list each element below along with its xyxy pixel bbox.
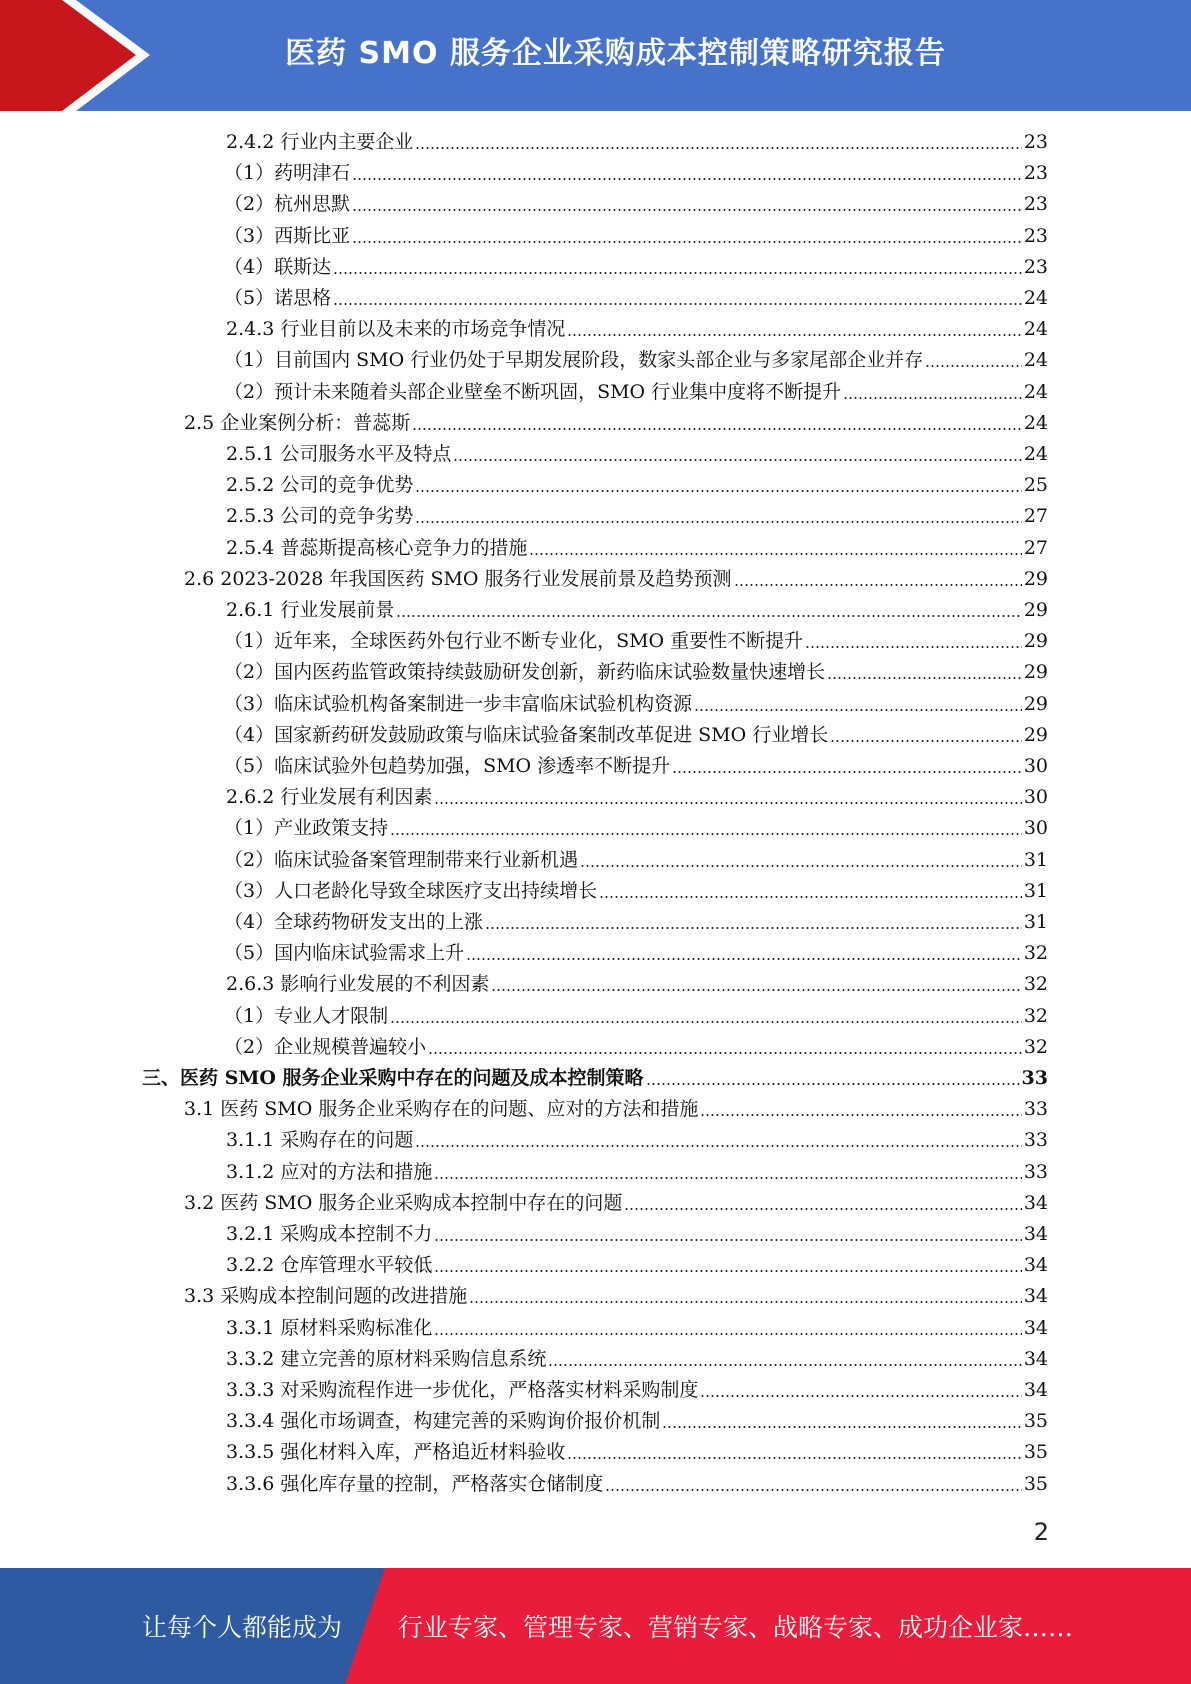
toc-entry-page: 30 [1023,755,1048,777]
toc-entry-page: 25 [1023,474,1048,497]
toc-dot-leader [434,1239,1021,1241]
toc-entry-page: 24 [1023,349,1048,372]
toc-entry-label: 2.5.3 公司的竞争劣势 [226,505,414,528]
toc-dot-leader [843,397,1022,399]
toc-dot-leader [412,428,1022,430]
toc-dot-leader [662,1426,1021,1428]
toc-entry[interactable] [226,1157,1048,1188]
toc-entry-label: （1）产业政策支持 [224,817,389,840]
toc-dot-leader [469,1301,1022,1303]
toc-dot-leader [390,833,1022,835]
toc-entry-label: （3）人口老龄化导致全球医疗支出持续增长 [224,879,598,902]
toc-dot-leader [352,178,1022,180]
toc-entry-page: 31 [1023,911,1048,933]
footer-slogan-right: 行业专家、管理专家、营销专家、战略专家、成功企业家…… [398,1613,1074,1642]
toc-dot-leader [415,147,1021,149]
toc-entry[interactable] [142,1063,1048,1094]
toc-entry-page: 29 [1023,567,1048,590]
toc-entry-label: （1）目前国内 SMO 行业仍处于早期发展阶段，数家头部企业与多家尾部企业并存 [224,349,924,372]
toc-dot-leader [466,958,1022,960]
toc-entry[interactable] [224,720,1048,751]
toc-entry-page: 27 [1023,536,1048,559]
toc-entry-page: 35 [1023,1441,1048,1464]
toc-entry-label: （2）企业规模普遍较小 [224,1035,427,1058]
toc-entry-label: （2）国内医药监管政策持续鼓励研发创新，新药临床试验数量快速增长 [224,661,826,684]
toc-entry-page: 24 [1023,318,1048,341]
toc-entry[interactable] [226,1437,1048,1468]
toc-dot-leader [415,490,1021,492]
toc-entry-label: 2.5.2 公司的竞争优势 [226,474,414,497]
toc-entry[interactable] [184,564,1048,595]
toc-entry[interactable] [226,439,1048,470]
toc-dot-leader [529,553,1021,555]
toc-entry-label: 3.3.2 建立完善的原材料采购信息系统 [226,1347,547,1370]
toc-entry-page: 32 [1023,1035,1048,1058]
toc-entry-page: 24 [1023,287,1048,309]
toc-dot-leader [333,272,1022,274]
toc-dot-leader [805,646,1022,648]
toc-entry-page: 29 [1023,630,1048,653]
toc-entry[interactable] [226,1219,1048,1250]
toc-dot-leader [925,365,1022,367]
toc-entry[interactable] [224,813,1048,844]
toc-dot-leader [352,209,1022,211]
toc-entry-page: 35 [1023,1410,1048,1433]
toc-entry-label: （2）预计未来随着头部企业壁垒不断巩固，SMO 行业集中度将不断提升 [224,380,842,403]
toc-entry-label: 2.6.3 影响行业发展的不利因素 [226,973,490,996]
toc-dot-leader [605,1489,1021,1491]
toc-entry-page: 34 [1023,1347,1048,1370]
toc-entry-label: 2.6 2023-2028 年我国医药 SMO 服务行业发展前景及趋势预测 [184,567,732,590]
toc-dot-leader [415,521,1021,523]
toc-entry[interactable] [224,907,1048,938]
toc-entry[interactable] [226,501,1048,532]
toc-dot-leader [672,771,1022,773]
toc-entry-page: 29 [1023,692,1048,715]
toc-entry[interactable] [226,782,1048,813]
toc-dot-leader [827,677,1022,679]
page-footer [0,1568,1191,1684]
toc-entry-page: 34 [1023,1379,1048,1401]
toc-entry-page: 33 [1023,1160,1048,1183]
toc-dot-leader [830,740,1022,742]
toc-entry[interactable] [224,221,1048,252]
toc-entry-page: 31 [1023,879,1048,902]
toc-entry-page: 29 [1023,599,1048,621]
toc-entry-page: 32 [1023,942,1048,965]
toc-entry-label: （2）临床试验备案管理制带来行业新机遇 [224,848,579,871]
toc-dot-leader [453,459,1021,461]
toc-entry[interactable] [224,345,1048,376]
toc-entry[interactable] [226,969,1048,1000]
toc-entry[interactable] [224,876,1048,907]
toc-entry-page: 23 [1023,131,1048,153]
toc-entry[interactable] [224,689,1048,720]
toc-entry[interactable] [226,1250,1048,1281]
toc-dot-leader [694,709,1022,711]
toc-entry-label: 2.5.4 普蕊斯提高核心竞争力的措施 [226,536,528,559]
toc-entry[interactable] [226,1344,1048,1375]
toc-dot-leader [700,1114,1021,1116]
toc-dot-leader [434,1177,1021,1179]
toc-entry-label: 3.1 医药 SMO 服务企业采购存在的问题、应对的方法和措施 [184,1098,699,1121]
toc-dot-leader [734,584,1022,586]
toc-entry-page: 27 [1023,505,1048,528]
toc-entry-label: 3.3.4 强化市场调查，构建完善的采购询价报价机制 [226,1410,661,1433]
toc-entry-page: 30 [1023,786,1048,809]
toc-entry[interactable] [184,1281,1048,1312]
toc-entry-label: 2.4.2 行业内主要企业 [226,131,414,153]
toc-entry[interactable] [226,314,1048,345]
toc-entry-label: （5）临床试验外包趋势加强，SMO 渗透率不断提升 [224,755,671,777]
toc-dot-leader [485,927,1022,929]
toc-entry-page: 34 [1023,1191,1048,1214]
toc-entry-label: 3.2.2 仓库管理水平较低 [226,1254,433,1277]
toc-entry[interactable] [224,1032,1048,1063]
toc-entry-label: 3.3.3 对采购流程作进一步优化，严格落实材料采购制度 [226,1379,699,1401]
page-number: 2 [1033,1518,1049,1546]
toc-entry-label: 3.2 医药 SMO 服务企业采购成本控制中存在的问题 [184,1191,623,1214]
toc-dot-leader [548,1364,1021,1366]
toc-entry-page: 23 [1023,224,1048,247]
toc-entry-label: 3.3.1 原材料采购标准化 [226,1316,433,1339]
toc-entry-label: 3.3 采购成本控制问题的改进措施 [184,1285,468,1308]
toc-dot-leader [646,1083,1020,1085]
page-header [0,0,1191,111]
toc-entry-label: （1）近年来，全球医药外包行业不断专业化，SMO 重要性不断提升 [224,630,804,653]
toc-dot-leader [428,1052,1022,1054]
toc-entry[interactable] [224,283,1048,314]
toc-entry[interactable] [226,1469,1048,1500]
toc-entry-page: 34 [1023,1285,1048,1308]
toc-dot-leader [599,896,1022,898]
toc-entry[interactable] [226,1313,1048,1344]
toc-entry-page: 31 [1023,848,1048,871]
toc-entry[interactable] [226,1125,1048,1156]
toc-dot-leader [434,1333,1021,1335]
toc-dot-leader [567,334,1021,336]
toc-entry-label: 三、医药 SMO 服务企业采购中存在的问题及成本控制策略 [142,1067,644,1089]
toc-entry[interactable] [226,1375,1048,1406]
toc-entry-page: 24 [1023,411,1048,434]
toc-dot-leader [390,1021,1022,1023]
toc-dot-leader [700,1395,1021,1397]
toc-entry-page: 24 [1023,443,1048,465]
toc-entry-page: 29 [1023,661,1048,684]
toc-entry[interactable] [226,1406,1048,1437]
toc-dot-leader [333,303,1022,305]
toc-entry[interactable] [184,408,1048,439]
toc-entry-label: （1）专业人才限制 [224,1004,389,1027]
toc-entry-label: （5）国内临床试验需求上升 [224,942,465,965]
toc-entry[interactable] [224,626,1048,657]
toc-entry[interactable] [224,189,1048,220]
toc-entry-label: （3）临床试验机构备案制进一步丰富临床试验机构资源 [224,692,693,715]
toc-dot-leader [434,1270,1021,1272]
toc-dot-leader [352,241,1022,243]
toc-entry-label: 3.3.5 强化材料入库，严格追近材料验收 [226,1441,566,1464]
toc-entry-page: 33 [1023,1098,1048,1121]
toc-entry-page: 34 [1023,1223,1048,1245]
toc-entry[interactable] [224,938,1048,969]
document-title: 医药 SMO 服务企业采购成本控制策略研究报告 [285,36,946,71]
toc-entry[interactable] [226,533,1048,564]
toc-entry-page: 34 [1023,1254,1048,1277]
toc-entry-page: 33 [1023,1129,1048,1152]
toc-entry[interactable] [226,127,1048,158]
toc-entry[interactable] [226,470,1048,501]
toc-dot-leader [567,1457,1021,1459]
toc-entry-page: 23 [1023,162,1048,185]
toc-entry-page: 32 [1023,1004,1048,1027]
toc-entry-page: 30 [1023,817,1048,840]
toc-entry-page: 34 [1023,1316,1048,1339]
toc-entry-label: 3.3.6 强化库存量的控制，严格落实仓储制度 [226,1472,604,1495]
toc-entry[interactable] [226,595,1048,626]
toc-entry-page: 23 [1023,255,1048,278]
toc-entry-label: （4）全球药物研发支出的上涨 [224,911,484,933]
toc-entry[interactable] [184,1094,1048,1125]
toc-entry-label: 3.1.2 应对的方法和措施 [226,1160,433,1183]
toc-dot-leader [580,865,1022,867]
toc-entry-page: 33 [1021,1067,1048,1089]
toc-dot-leader [491,989,1021,991]
toc-entry-label: 3.1.1 采购存在的问题 [226,1129,414,1152]
toc-dot-leader [434,802,1021,804]
toc-entry[interactable] [224,751,1048,782]
toc-entry-label: （1）药明津石 [224,162,351,185]
toc-entry-page: 29 [1023,723,1048,746]
toc-entry[interactable] [224,377,1048,408]
toc-entry-page: 32 [1023,973,1048,996]
toc-entry-page: 24 [1023,380,1048,403]
toc-entry-label: 2.5 企业案例分析：普蕊斯 [184,411,411,434]
toc-entry-label: （3）西斯比亚 [224,224,351,247]
toc-dot-leader [624,1208,1021,1210]
toc-entry[interactable] [224,657,1048,688]
toc-entry-label: （4）国家新药研发鼓励政策与临床试验备案制改革促进 SMO 行业增长 [224,723,829,746]
toc-entry[interactable] [224,158,1048,189]
toc-entry-page: 35 [1023,1472,1048,1495]
toc-entry-label: 3.2.1 采购成本控制不力 [226,1223,433,1245]
toc-entry-label: 2.4.3 行业目前以及未来的市场竞争情况 [226,318,566,341]
toc-entry[interactable] [184,1188,1048,1219]
toc-entry-label: 2.5.1 公司服务水平及特点 [226,443,452,465]
toc-entry-label: 2.6.2 行业发展有利因素 [226,786,433,809]
toc-dot-leader [415,1145,1021,1147]
toc-entry-label: 2.6.1 行业发展前景 [226,599,395,621]
toc-entry-page: 23 [1023,193,1048,216]
toc-entry[interactable] [224,252,1048,283]
toc-entry-label: （2）杭州思默 [224,193,351,216]
toc-entry[interactable] [224,1001,1048,1032]
toc-entry[interactable] [224,845,1048,876]
toc-dot-leader [396,615,1021,617]
toc-entry-label: （4）联斯达 [224,255,332,278]
footer-slogan-left: 让每个人都能成为 [142,1613,343,1642]
toc-entry-label: （5）诺思格 [224,287,332,309]
